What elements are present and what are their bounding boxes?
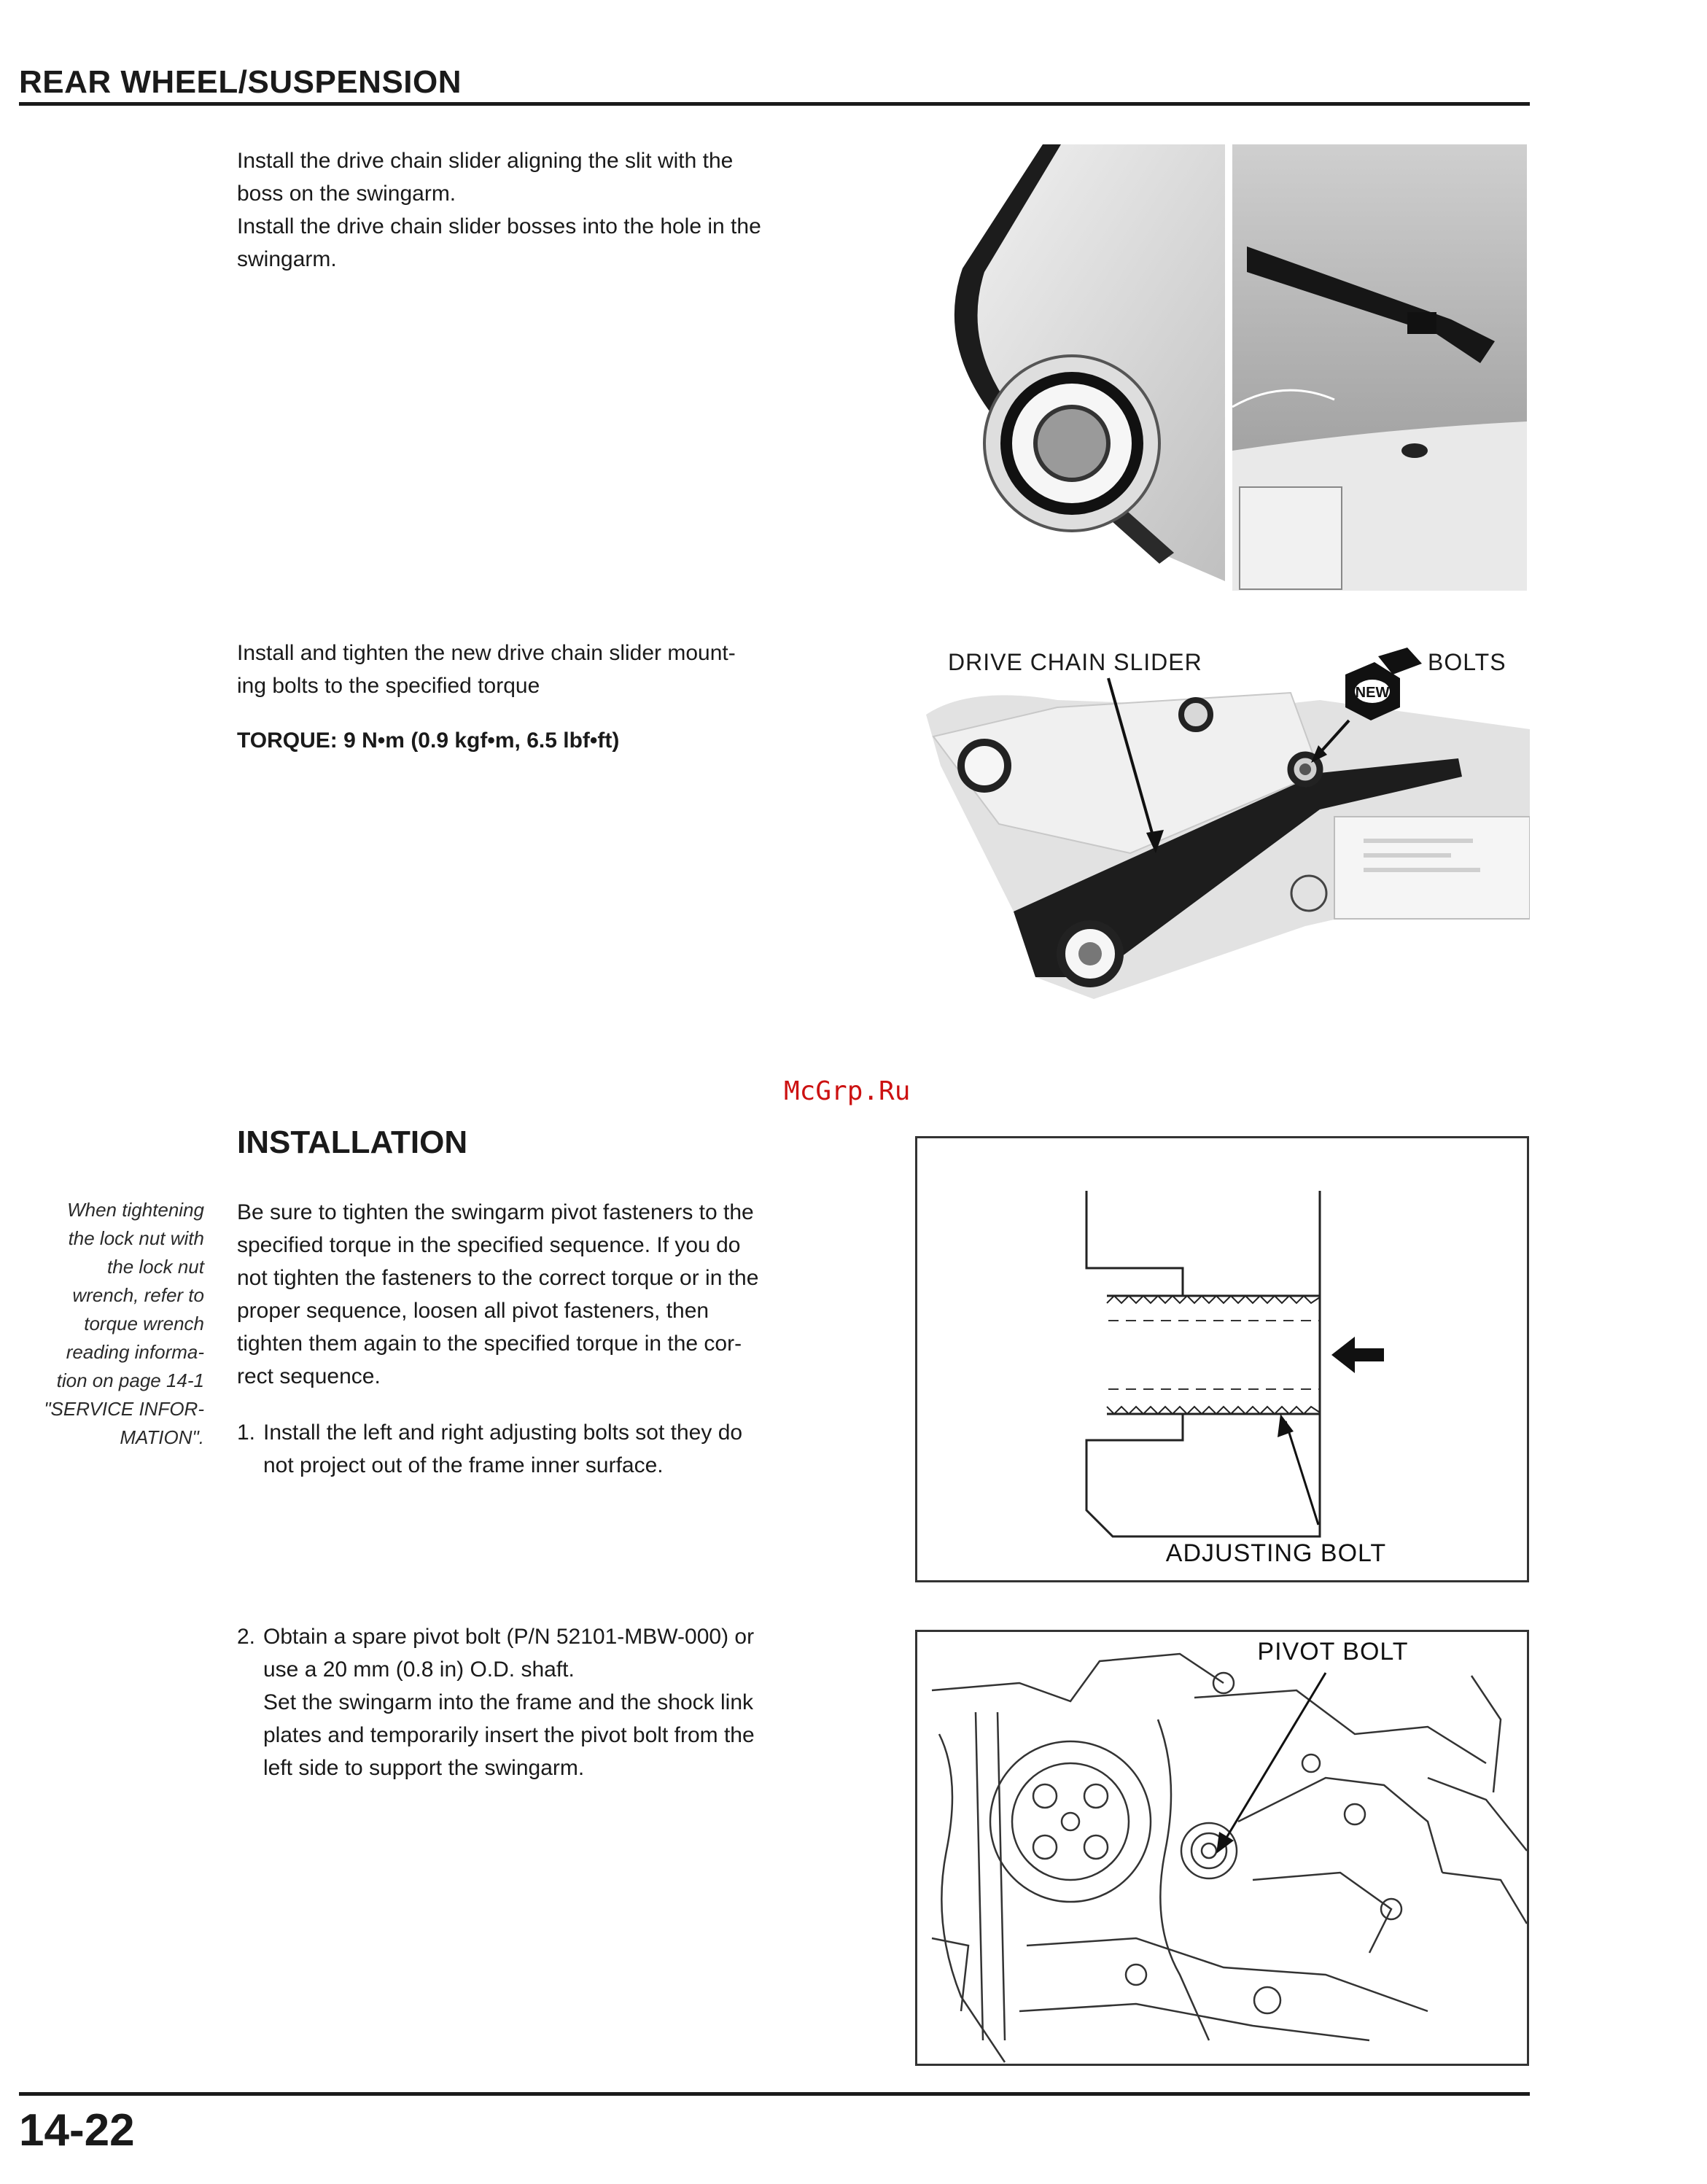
side-note-line: When tightening — [67, 1199, 204, 1221]
new-badge-text: NEW — [1355, 685, 1390, 701]
text-line: Install the left and right adjusting bolts sot they do — [263, 1421, 743, 1445]
drive-chain-slider-photo — [911, 634, 1530, 1003]
adjusting-bolt-diagram — [915, 1136, 1529, 1582]
slider-install-text — [237, 144, 882, 276]
side-note-line: MATION". — [120, 1426, 204, 1448]
side-note-line: reading informa- — [66, 1341, 204, 1363]
torque-spec: TORQUE: 9 N•m (0.9 kgf•m, 6.5 lbf•ft) — [237, 728, 620, 753]
pivot-bolt-label: PIVOT BOLT — [1257, 1638, 1409, 1666]
text-line: not project out of the frame inner surface. — [263, 1453, 664, 1477]
page-header-title: REAR WHEEL/SUSPENSION — [19, 64, 462, 100]
side-note-line: the lock nut — [107, 1256, 204, 1278]
text-line: use a 20 mm (0.8 in) O.D. shaft. — [263, 1658, 575, 1682]
bolts-label: BOLTS — [1428, 649, 1506, 675]
step-2 — [237, 1620, 882, 1784]
text-line: swingarm. — [237, 247, 337, 271]
text-line: Install the drive chain slider bosses into the hole in the — [237, 214, 761, 238]
step-number: 2. — [237, 1625, 256, 1649]
text-line: tighten them again to the specified torque in the cor- — [237, 1332, 742, 1356]
header-rule — [19, 102, 1530, 106]
text-line: Install the drive chain slider aligning the slit with the — [237, 149, 734, 173]
slider-bolt-text — [237, 637, 882, 757]
text-line: Be sure to tighten the swingarm pivot fasteners to the — [237, 1200, 754, 1224]
text-line: Set the swingarm into the frame and the shock link — [263, 1690, 754, 1714]
installation-heading: INSTALLATION — [237, 1124, 468, 1160]
text-line: plates and temporarily insert the pivot bolt from the — [263, 1723, 755, 1747]
side-note-line: torque wrench — [84, 1313, 204, 1334]
footer-rule — [19, 2092, 1530, 2096]
text-line: not tighten the fasteners to the correct torque or in the — [237, 1266, 759, 1290]
drive-chain-slider-label: DRIVE CHAIN SLIDER — [948, 649, 1202, 675]
pivot-bolt-diagram — [915, 1630, 1529, 2066]
side-note-line: tion on page 14-1 — [56, 1369, 204, 1391]
text-line: ing bolts to the specified torque — [237, 674, 540, 698]
text-line: left side to support the swingarm. — [263, 1756, 585, 1780]
text-line: proper sequence, loosen all pivot fasteners, then — [237, 1299, 709, 1323]
installation-intro — [237, 1196, 882, 1393]
text-line: Obtain a spare pivot bolt (P/N 52101-MBW-000) or — [263, 1625, 755, 1649]
side-note-line: the lock nut with — [68, 1227, 204, 1249]
step-1 — [237, 1416, 882, 1482]
step-number: 1. — [237, 1421, 256, 1445]
text-line: specified torque in the specified sequence. If you do — [237, 1233, 741, 1257]
side-note — [29, 1196, 204, 1452]
page-number: 14-22 — [19, 2105, 135, 2156]
text-line: rect sequence. — [237, 1364, 381, 1388]
text-line: boss on the swingarm. — [237, 182, 456, 206]
text-line: Install and tighten the new drive chain slider mount- — [237, 641, 736, 665]
side-note-line: "SERVICE INFOR- — [44, 1398, 204, 1420]
swingarm-slider-photo — [941, 144, 1527, 591]
watermark: McGrp.Ru — [784, 1076, 911, 1106]
adjusting-bolt-label: ADJUSTING BOLT — [1165, 1539, 1387, 1567]
side-note-line: wrench, refer to — [72, 1284, 204, 1306]
